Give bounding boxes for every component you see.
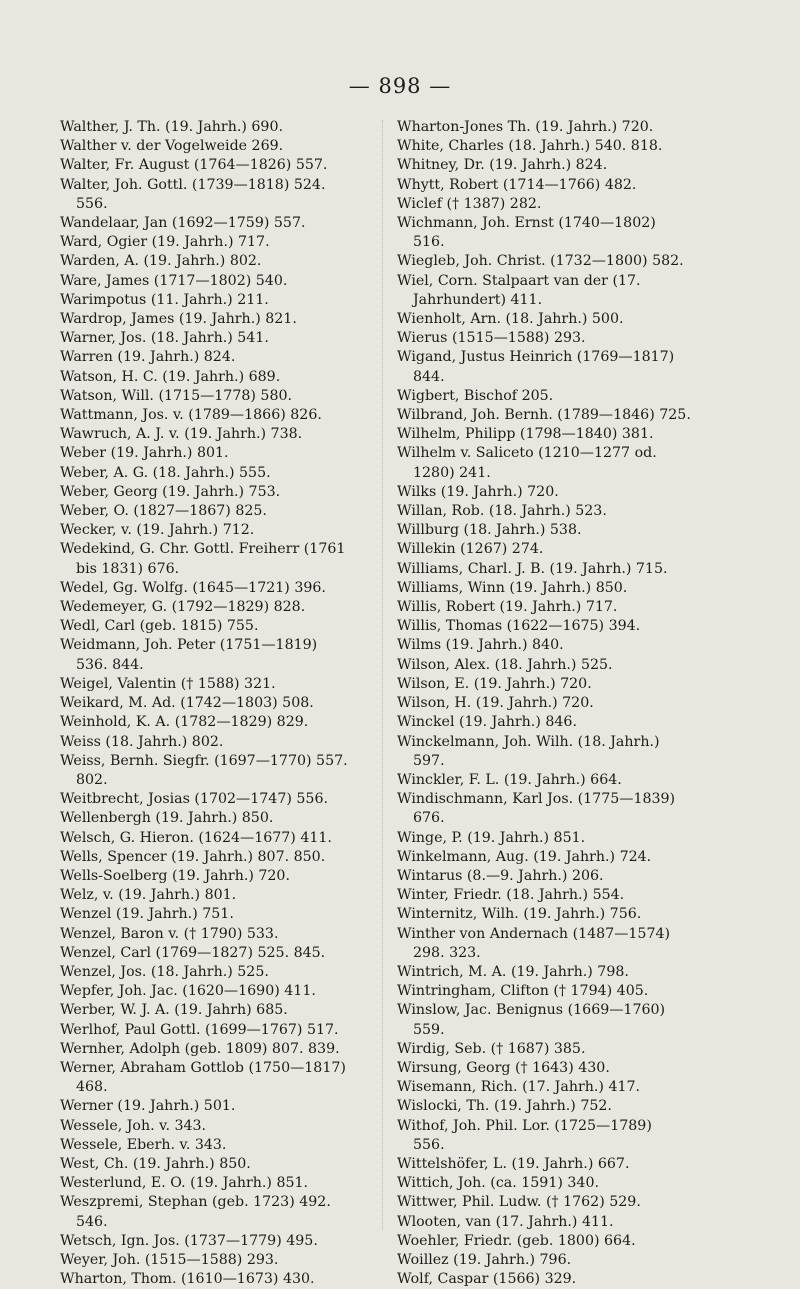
index-entry-text: Warimpotus (11. Jahrh.) 211. (60, 291, 269, 308)
index-entry (60, 118, 395, 137)
index-entry-text: Willburg (18. Jahrh.) 538. (397, 522, 582, 539)
index-entry (60, 1174, 395, 1193)
index-entry-text: Wichmann, Joh. Ernst (1740—1802) (397, 215, 656, 232)
index-entry (397, 1251, 742, 1270)
index-entry (60, 272, 395, 291)
index-entry-text: Wessele, Joh. v. 343. (60, 1117, 207, 1134)
index-entry (397, 982, 742, 1001)
index-entry (60, 752, 395, 790)
index-entry-text: Woehler, Friedr. (geb. 1800) 664. (397, 1232, 636, 1249)
index-entry-text: Werner (19. Jahrh.) 501. (60, 1098, 236, 1115)
index-entry-continuation: 844. (413, 368, 445, 385)
index-entry (397, 1001, 742, 1039)
index-entry-text: Welz, v. (19. Jahrh.) 801. (60, 887, 237, 904)
index-entry-text: Wiclef († 1387) 282. (397, 195, 542, 212)
index-entry-text: Willis, Thomas (1622—1675) 394. (397, 618, 641, 635)
index-entry-text: Weiss, Bernh. Siegfr. (1697—1770) 557. (60, 752, 348, 769)
index-entry (60, 1270, 395, 1289)
index-entry (397, 387, 742, 406)
index-entry-text: Walter, Joh. Gottl. (1739—1818) 524. (60, 176, 326, 193)
index-entry-text: Wardrop, James (19. Jahrh.) 821. (60, 311, 297, 328)
index-entry (60, 905, 395, 924)
index-entry-text: Werber, W. J. A. (19. Jahrh) 685. (60, 1002, 288, 1019)
index-entry-text: Watson, Will. (1715—1778) 580. (60, 387, 293, 404)
index-entry-text: Ware, James (1717—1802) 540. (60, 272, 288, 289)
index-entry-text: Wedemeyer, G. (1792—1829) 828. (60, 599, 306, 616)
index-entry-text: Winslow, Jac. Benignus (1669—1760) (397, 1002, 666, 1019)
index-entry-text: Wetsch, Ign. Jos. (1737—1779) 495. (60, 1232, 318, 1249)
index-entry-text: Warden, A. (19. Jahrh.) 802. (60, 253, 262, 270)
index-entry (60, 617, 395, 636)
index-entry (397, 406, 742, 425)
index-entry (397, 1270, 742, 1289)
index-entry (397, 771, 742, 790)
index-entry-text: White, Charles (18. Jahrh.) 540. 818. (397, 138, 663, 155)
index-entry-text: Ward, Ogier (19. Jahrh.) 717. (60, 234, 270, 251)
index-entry (397, 694, 742, 713)
index-entry (397, 137, 742, 156)
index-entry (60, 233, 395, 252)
index-entry-continuation: 556. (413, 1136, 445, 1153)
index-entry (397, 540, 742, 559)
index-entry (60, 694, 395, 713)
index-entry-continuation: bis 1831) 676. (76, 560, 180, 577)
index-entry-text: Wierus (1515—1588) 293. (397, 330, 586, 347)
index-entry-text: Werner, Abraham Gottlob (1750—1817) (60, 1059, 346, 1076)
index-entry-text: Welsch, G. Hieron. (1624—1677) 411. (60, 829, 332, 846)
index-entry-text: Wirdig, Seb. († 1687) 385. (397, 1040, 586, 1057)
index-entry (60, 1155, 395, 1174)
index-entry (397, 713, 742, 732)
index-entry-text: Wisemann, Rich. (17. Jahrh.) 417. (397, 1079, 641, 1096)
index-entry (60, 579, 395, 598)
index-entry (397, 656, 742, 675)
index-entry-text: Williams, Winn (19. Jahrh.) 850. (397, 579, 628, 596)
index-entry-text: Walther, J. Th. (19. Jahrh.) 690. (60, 119, 283, 135)
index-entry-text: Wintringham, Clifton († 1794) 405. (397, 983, 649, 1000)
index-entry (60, 1059, 395, 1097)
index-entry-text: Wilson, Alex. (18. Jahrh.) 525. (397, 656, 613, 673)
index-entry-text: Wilbrand, Joh. Bernh. (1789—1846) 725. (397, 407, 691, 424)
index-entry-text: Westerlund, E. O. (19. Jahrh.) 851. (60, 1175, 309, 1192)
index-column-right (397, 118, 742, 1289)
index-entry-text: Wilson, E. (19. Jahrh.) 720. (397, 675, 592, 692)
index-entry-text: Wattmann, Jos. v. (1789—1866) 826. (60, 407, 322, 424)
index-entry (397, 886, 742, 905)
index-entry (60, 137, 395, 156)
index-entry (397, 195, 742, 214)
index-entry-text: Wlooten, van (17. Jahrh.) 411. (397, 1213, 614, 1230)
index-entry (60, 444, 395, 463)
index-entry (60, 1040, 395, 1059)
index-entry-text: Wharton-Jones Th. (19. Jahrh.) 720. (397, 119, 654, 135)
index-entry-continuation: 556. (76, 195, 108, 212)
index-entry (60, 675, 395, 694)
index-entry-text: Wilms (19. Jahrh.) 840. (397, 637, 564, 654)
index-entry-text: Whytt, Robert (1714—1766) 482. (397, 176, 637, 193)
index-entry (397, 963, 742, 982)
index-entry (397, 272, 742, 310)
index-entry (60, 1021, 395, 1040)
index-entry-text: Walter, Fr. August (1764—1826) 557. (60, 157, 328, 174)
index-entry (397, 310, 742, 329)
index-entry-text: Wittelshöfer, L. (19. Jahrh.) 667. (397, 1155, 630, 1172)
index-entry-text: Withof, Joh. Phil. Lor. (1725—1789) (397, 1117, 652, 1134)
index-entry (397, 1117, 742, 1155)
index-entry-text: Williams, Charl. J. B. (19. Jahrh.) 715. (397, 560, 668, 577)
index-entry-text: Weyer, Joh. (1515—1588) 293. (60, 1251, 279, 1268)
index-entry-text: Wells, Spencer (19. Jahrh.) 807. 850. (60, 848, 326, 865)
index-entry-continuation: 597. (413, 752, 445, 769)
index-entry (397, 1040, 742, 1059)
index-entry (397, 329, 742, 348)
index-entry-text: Wienholt, Arn. (18. Jahrh.) 500. (397, 311, 624, 328)
index-entry-text: Weber (19. Jahrh.) 801. (60, 445, 229, 462)
index-entry-text: Whitney, Dr. (19. Jahrh.) 824. (397, 157, 608, 174)
index-entry (397, 483, 742, 502)
index-entry (60, 809, 395, 828)
index-column-left (60, 118, 395, 1289)
index-entry (397, 905, 742, 924)
index-entry (397, 848, 742, 867)
index-entry-text: West, Ch. (19. Jahrh.) 850. (60, 1155, 251, 1172)
index-entry-text: Weber, A. G. (18. Jahrh.) 555. (60, 464, 271, 481)
index-entry (60, 329, 395, 348)
index-entry (397, 829, 742, 848)
index-entry (60, 368, 395, 387)
index-entry-continuation: 676. (413, 810, 445, 827)
index-entry-continuation: 559. (413, 1021, 445, 1038)
index-entry (60, 733, 395, 752)
index-entry-text: Wellenbergh (19. Jahrh.) 850. (60, 810, 274, 827)
page-number: — 898 — (348, 74, 452, 98)
index-entry (60, 636, 395, 674)
index-entry-text: Weidmann, Joh. Peter (1751—1819) (60, 637, 318, 654)
index-entry (60, 502, 395, 521)
index-entry (397, 1174, 742, 1193)
index-entry-text: Winckelmann, Joh. Wilh. (18. Jahrh.) (397, 733, 660, 750)
index-entry-text: Winckel (19. Jahrh.) 846. (397, 714, 577, 731)
index-entry-text: Winckler, F. L. (19. Jahrh.) 664. (397, 771, 622, 788)
index-entry-text: Wolf, Caspar (1566) 329. (397, 1271, 577, 1288)
index-entry-text: Wells-Soelberg (19. Jahrh.) 720. (60, 867, 290, 884)
index-entry (60, 214, 395, 233)
index-entry-continuation: Jahrhundert) 411. (413, 291, 543, 308)
index-entry-text: Wenzel, Carl (1769—1827) 525. 845. (60, 944, 326, 961)
index-entry-text: Wilhelm, Philipp (1798—1840) 381. (397, 426, 654, 443)
index-entry-text: Weinhold, K. A. (1782—1829) 829. (60, 714, 309, 731)
index-entry-text: Wandelaar, Jan (1692—1759) 557. (60, 215, 306, 232)
index-entry (60, 1001, 395, 1020)
index-entry-text: Wirsung, Georg († 1643) 430. (397, 1059, 610, 1076)
index-entry (60, 521, 395, 540)
index-entry (397, 1059, 742, 1078)
index-entry (397, 348, 742, 386)
index-entry (60, 1251, 395, 1270)
index-entry-text: Weitbrecht, Josias (1702—1747) 556. (60, 791, 328, 808)
index-entry-continuation: 536. 844. (76, 656, 144, 673)
index-entry-text: Wernher, Adolph (geb. 1809) 807. 839. (60, 1040, 340, 1057)
index-entry (60, 1136, 395, 1155)
index-entry-text: Wenzel (19. Jahrh.) 751. (60, 906, 234, 923)
index-entry-text: Wiel, Corn. Stalpaart van der (17. (397, 272, 641, 289)
index-entry (60, 406, 395, 425)
index-entry (397, 214, 742, 252)
index-entry-text: Wilks (19. Jahrh.) 720. (397, 483, 559, 500)
index-entry (60, 310, 395, 329)
index-entry-text: Wilhelm v. Saliceto (1210—1277 od. (397, 445, 657, 462)
index-entry-text: Wislocki, Th. (19. Jahrh.) 752. (397, 1098, 612, 1115)
index-entry-continuation: 468. (76, 1079, 108, 1096)
index-entry-text: Weikard, M. Ad. (1742—1803) 508. (60, 695, 314, 712)
index-entry-text: Wintarus (8.—9. Jahrh.) 206. (397, 867, 604, 884)
index-entry (397, 867, 742, 886)
index-entry (397, 1213, 742, 1232)
index-entry-text: Weszpremi, Stephan (geb. 1723) 492. (60, 1194, 331, 1211)
index-entry (60, 176, 395, 214)
index-entry (60, 848, 395, 867)
index-entry (397, 176, 742, 195)
index-entry (397, 252, 742, 271)
index-entry (60, 925, 395, 944)
index-entry-text: Wawruch, A. J. v. (19. Jahrh.) 738. (60, 426, 303, 443)
index-entry-text: Wigand, Justus Heinrich (1769—1817) (397, 349, 675, 366)
index-entry (60, 1232, 395, 1251)
index-entry (397, 560, 742, 579)
index-entry (60, 252, 395, 271)
index-entry-text: Watson, H. C. (19. Jahrh.) 689. (60, 368, 281, 385)
index-entry-text: Wessele, Eberh. v. 343. (60, 1136, 227, 1153)
index-entry (397, 156, 742, 175)
index-entry (60, 963, 395, 982)
index-entry (60, 982, 395, 1001)
index-entry-text: Weigel, Valentin († 1588) 321. (60, 675, 276, 692)
index-entry-text: Warren (19. Jahrh.) 824. (60, 349, 236, 366)
index-entry (60, 1117, 395, 1136)
index-entry (60, 829, 395, 848)
index-entry (397, 1155, 742, 1174)
index-entry (397, 790, 742, 828)
index-entry-text: Winter, Friedr. (18. Jahrh.) 554. (397, 887, 625, 904)
index-entry (397, 1193, 742, 1212)
index-entry-text: Wenzel, Jos. (18. Jahrh.) 525. (60, 963, 269, 980)
index-entry-text: Walther v. der Vogelweide 269. (60, 138, 284, 155)
index-entry-text: Winternitz, Wilh. (19. Jahrh.) 756. (397, 906, 642, 923)
index-entry (397, 502, 742, 521)
index-entry (60, 713, 395, 732)
index-entry (397, 425, 742, 444)
index-entry (397, 636, 742, 655)
index-entry-text: Wepfer, Joh. Jac. (1620—1690) 411. (60, 983, 316, 1000)
index-entry (60, 348, 395, 367)
index-entry (60, 944, 395, 963)
index-entry (60, 464, 395, 483)
index-entry-text: Wharton, Thom. (1610—1673) 430. (60, 1271, 315, 1288)
index-entry-text: Willis, Robert (19. Jahrh.) 717. (397, 599, 618, 616)
index-entry-continuation: 546. (76, 1213, 108, 1230)
index-entry (60, 1193, 395, 1231)
index-entry (397, 617, 742, 636)
index-entry (397, 579, 742, 598)
index-entry-text: Wedekind, G. Chr. Gottl. Freiherr (1761 (60, 541, 346, 558)
index-entry-text: Wedl, Carl (geb. 1815) 755. (60, 618, 259, 635)
index-entry (397, 521, 742, 540)
index-entry-text: Wittwer, Phil. Ludw. († 1762) 529. (397, 1194, 641, 1211)
index-entry (60, 425, 395, 444)
index-entry-continuation: 1280) 241. (413, 464, 491, 481)
index-entry-continuation: 516. (413, 234, 445, 251)
index-entry (397, 675, 742, 694)
index-entry-text: Willekin (1267) 274. (397, 541, 544, 558)
index-entry-text: Winther von Andernach (1487—1574) (397, 925, 671, 942)
index-entry (60, 886, 395, 905)
index-entry (397, 598, 742, 617)
index-entry (397, 925, 742, 963)
index-entry-text: Wecker, v. (19. Jahrh.) 712. (60, 522, 255, 539)
index-entry-continuation: 298. 323. (413, 944, 481, 961)
index-entry (60, 867, 395, 886)
index-entry-text: Willan, Rob. (18. Jahrh.) 523. (397, 503, 607, 520)
index-entry (397, 1232, 742, 1251)
index-entry-text: Weber, O. (1827—1867) 825. (60, 503, 267, 520)
index-entry-text: Werlhof, Paul Gottl. (1699—1767) 517. (60, 1021, 339, 1038)
index-entry (60, 1097, 395, 1116)
index-entry-text: Wilson, H. (19. Jahrh.) 720. (397, 695, 594, 712)
index-entry-text: Weiss (18. Jahrh.) 802. (60, 733, 224, 750)
index-entry-text: Warner, Jos. (18. Jahrh.) 541. (60, 330, 269, 347)
index-entry (397, 733, 742, 771)
index-entry (60, 291, 395, 310)
index-entry (60, 540, 395, 578)
index-entry-continuation: 802. (76, 771, 108, 788)
index-entry (60, 483, 395, 502)
index-entry-text: Wedel, Gg. Wolfg. (1645—1721) 396. (60, 579, 326, 596)
index-entry-text: Wiegleb, Joh. Christ. (1732—1800) 582. (397, 253, 684, 270)
index-entry (60, 387, 395, 406)
index-entry-text: Winge, P. (19. Jahrh.) 851. (397, 829, 586, 846)
index-entry (60, 156, 395, 175)
index-entry (397, 1097, 742, 1116)
index-entry-text: Winkelmann, Aug. (19. Jahrh.) 724. (397, 848, 652, 865)
index-entry (60, 598, 395, 617)
index-entry (397, 444, 742, 482)
index-entry-text: Wittich, Joh. (ca. 1591) 340. (397, 1175, 599, 1192)
index-entry-text: Windischmann, Karl Jos. (1775—1839) (397, 791, 676, 808)
index-entry-text: Wigbert, Bischof 205. (397, 387, 554, 404)
index-entry-text: Wintrich, M. A. (19. Jahrh.) 798. (397, 963, 629, 980)
index-entry-text: Wenzel, Baron v. († 1790) 533. (60, 925, 279, 942)
index-entry (60, 790, 395, 809)
index-entry (397, 1078, 742, 1097)
index-entry-text: Woillez (19. Jahrh.) 796. (397, 1251, 572, 1268)
index-entry-text: Weber, Georg (19. Jahrh.) 753. (60, 483, 281, 500)
index-entry (397, 118, 742, 137)
